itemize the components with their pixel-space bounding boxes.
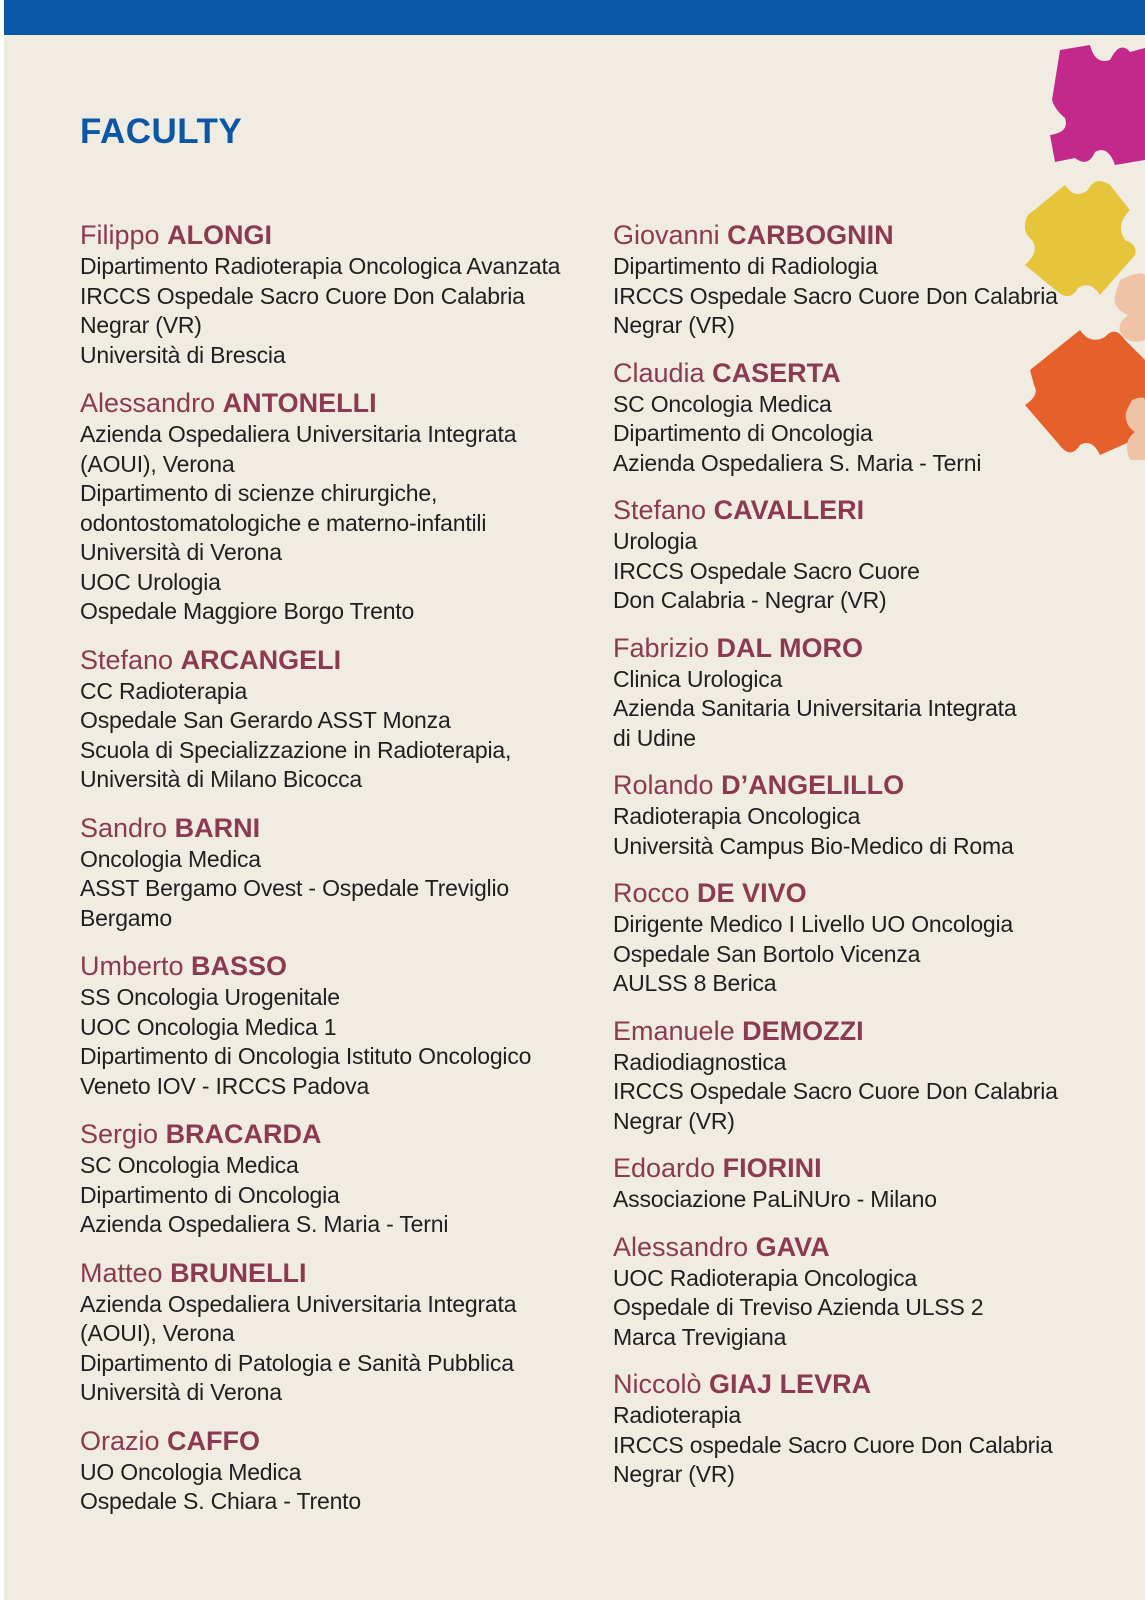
- first-name: Giovanni: [613, 220, 720, 250]
- first-name: Fabrizio: [613, 632, 710, 663]
- affiliation-line: Marca Trevigiana: [613, 1323, 787, 1350]
- last-name: CAFFO: [167, 1425, 261, 1456]
- faculty-entry: [80, 811, 580, 934]
- affiliation-line: AULSS 8 Berica: [613, 970, 777, 996]
- affiliation-line: Azienda Ospedaliera Universitaria Integrata: [80, 421, 517, 447]
- affiliation-line: Radioterapia: [613, 1402, 742, 1428]
- faculty-entry: [613, 218, 1083, 341]
- affiliation-line: Bergamo: [80, 904, 172, 931]
- last-name: FIORINI: [722, 1153, 822, 1183]
- faculty-entry: [613, 876, 1083, 999]
- faculty-name: [613, 356, 1083, 390]
- last-name: CARBOGNIN: [727, 220, 894, 250]
- first-name: Edoardo: [613, 1153, 716, 1183]
- first-name: Matteo: [80, 1257, 163, 1288]
- faculty-name: [80, 949, 580, 983]
- first-name: Claudia: [613, 357, 705, 388]
- first-name: Sergio: [80, 1119, 159, 1149]
- affiliation-line: Azienda Ospedaliera S. Maria - Terni: [80, 1211, 449, 1237]
- faculty-entry: [80, 949, 580, 1101]
- affiliation-line: Ospedale San Gerardo ASST Monza: [80, 707, 451, 733]
- affiliation-line: Radioterapia Oncologica: [613, 803, 861, 829]
- faculty-name: [80, 386, 580, 420]
- affiliation-line: SS Oncologia Urogenitale: [80, 984, 340, 1010]
- affiliation-line: SC Oncologia Medica: [613, 390, 832, 417]
- faculty-name: [80, 1424, 580, 1458]
- affiliation-line: Dipartimento di Radiologia: [613, 253, 878, 279]
- faculty-name: [80, 1256, 580, 1290]
- last-name: DEMOZZI: [742, 1015, 864, 1046]
- affiliation-line: Ospedale Maggiore Borgo Trento: [80, 598, 415, 624]
- affiliation-line: Don Calabria - Negrar (VR): [613, 587, 887, 613]
- affiliation-line: IRCCS Ospedale Sacro Cuore Don Calabria: [613, 282, 1058, 309]
- faculty-name: [613, 1151, 1083, 1185]
- affiliation-line: Negrar (VR): [613, 1107, 735, 1134]
- faculty-entry: [80, 386, 580, 627]
- faculty-entry: [613, 768, 1083, 861]
- affiliation-line: Dipartimento di scienze chirurgiche,: [80, 480, 438, 506]
- faculty-entry: [613, 1014, 1083, 1137]
- faculty-entry: [80, 1117, 580, 1240]
- last-name: ANTONELLI: [222, 388, 377, 418]
- affiliation-line: di Udine: [613, 724, 696, 751]
- affiliation-line: Dipartimento di Oncologia: [80, 1181, 340, 1208]
- first-name: Stefano: [80, 644, 174, 675]
- last-name: GAVA: [755, 1231, 830, 1262]
- affiliation-line: IRCCS ospedale Sacro Cuore Don Calabria: [613, 1431, 1053, 1458]
- hand-shape: [1115, 273, 1145, 341]
- affiliation-line: Università di Brescia: [80, 341, 286, 368]
- first-name: Alessandro: [613, 1231, 749, 1262]
- affiliation-line: Oncologia Medica: [80, 845, 261, 872]
- faculty-name: [613, 1014, 1083, 1048]
- affiliation-line: Dipartimento di Oncologia Istituto Oncologico: [80, 1043, 532, 1069]
- last-name: D’ANGELILLO: [721, 770, 905, 800]
- faculty-entry: [80, 1256, 580, 1408]
- last-name: BASSO: [191, 951, 288, 981]
- affiliation-line: Università di Milano Bicocca: [80, 766, 363, 792]
- affiliation-line: IRCCS Ospedale Sacro Cuore Don Calabria: [613, 1078, 1058, 1104]
- affiliation-line: IRCCS Ospedale Sacro Cuore Don Calabria: [80, 282, 525, 309]
- faculty-name: [613, 631, 1083, 665]
- affiliation-line: Dipartimento di Oncologia: [613, 420, 873, 446]
- first-name: Sandro: [80, 812, 168, 843]
- affiliation-line: Azienda Ospedaliera S. Maria - Terni: [613, 449, 982, 476]
- first-name: Rolando: [613, 770, 714, 800]
- page-title: FACULTY: [80, 112, 243, 151]
- faculty-name: [80, 1117, 580, 1151]
- affiliation-line: Ospedale S. Chiara - Trento: [80, 1488, 361, 1514]
- faculty-entry: [80, 1424, 580, 1517]
- last-name: GIAJ LEVRA: [709, 1369, 872, 1399]
- affiliation-line: (AOUI), Verona: [80, 1320, 235, 1346]
- affiliation-line: IRCCS Ospedale Sacro Cuore: [613, 557, 920, 584]
- affiliation-line: Azienda Sanitaria Universitaria Integrata: [613, 695, 1017, 721]
- first-name: Umberto: [80, 951, 184, 981]
- affiliation-line: Università di Verona: [80, 1379, 282, 1405]
- faculty-name: [613, 1367, 1083, 1401]
- affiliation-line: Dirigente Medico I Livello UO Oncologia: [613, 911, 1014, 937]
- faculty-name: [80, 811, 580, 845]
- affiliation-line: Dipartimento di Patologia e Sanità Pubblica: [80, 1349, 514, 1376]
- affiliation-line: Clinica Urologica: [613, 665, 783, 692]
- faculty-entry: [613, 1230, 1083, 1353]
- affiliation-line: Università Campus Bio-Medico di Roma: [613, 832, 1014, 859]
- affiliation-line: Radiodiagnostica: [613, 1048, 787, 1075]
- affiliation-line: UO Oncologia Medica: [80, 1458, 302, 1485]
- faculty-name: [613, 1230, 1083, 1264]
- faculty-entry: [613, 631, 1083, 754]
- last-name: ARCANGELI: [180, 644, 342, 675]
- faculty-entry: [613, 1367, 1083, 1490]
- affiliation-line: UOC Oncologia Medica 1: [80, 1013, 337, 1040]
- affiliation-line: SC Oncologia Medica: [80, 1152, 299, 1178]
- affiliation-line: Scuola di Specializzazione in Radioterapia,: [80, 736, 512, 763]
- affiliation-line: Negrar (VR): [80, 312, 202, 338]
- affiliation-line: (AOUI), Verona: [80, 450, 235, 477]
- last-name: BRUNELLI: [170, 1257, 307, 1288]
- first-name: Filippo: [80, 220, 160, 250]
- affiliation-line: UOC Radioterapia Oncologica: [613, 1264, 917, 1291]
- affiliation-line: Urologia: [613, 528, 698, 554]
- faculty-name: [80, 643, 580, 677]
- affiliation-line: UOC Urologia: [80, 568, 221, 595]
- last-name: BRACARDA: [165, 1119, 322, 1149]
- faculty-entry: [613, 356, 1083, 479]
- affiliation-line: Azienda Ospedaliera Universitaria Integrata: [80, 1290, 517, 1317]
- faculty-name: [613, 493, 1083, 527]
- affiliation-line: Veneto IOV - IRCCS Padova: [80, 1072, 370, 1099]
- affiliation-line: Ospedale di Treviso Azienda ULSS 2: [613, 1294, 984, 1320]
- first-name: Alessandro: [80, 388, 216, 418]
- page-edge: [0, 0, 4, 1600]
- affiliation-line: Dipartimento Radioterapia Oncologica Avanzata: [80, 253, 561, 279]
- last-name: BARNI: [174, 812, 261, 843]
- faculty-column-left: [80, 218, 580, 1517]
- affiliation-line: Negrar (VR): [613, 1461, 735, 1487]
- faculty-entry: [613, 493, 1083, 616]
- affiliation-line: Associazione PaLiNUro - Milano: [613, 1186, 937, 1212]
- first-name: Stefano: [613, 495, 707, 525]
- affiliation-line: odontostomatologiche e materno-infantili: [80, 509, 487, 536]
- affiliation-line: ASST Bergamo Ovest - Ospedale Treviglio: [80, 875, 509, 901]
- affiliation-line: CC Radioterapia: [80, 677, 248, 704]
- faculty-name: [613, 218, 1083, 252]
- last-name: CASERTA: [712, 357, 841, 388]
- faculty-entry: [613, 1151, 1083, 1215]
- affiliation-line: Università di Verona: [80, 539, 282, 565]
- first-name: Emanuele: [613, 1015, 735, 1046]
- top-banner: [0, 0, 1145, 35]
- affiliation-line: Negrar (VR): [613, 312, 735, 338]
- first-name: Niccolò: [613, 1369, 702, 1399]
- last-name: ALONGI: [167, 220, 273, 250]
- magenta-puzzle-piece: [1050, 45, 1145, 165]
- faculty-entry: [80, 643, 580, 795]
- faculty-name: [80, 218, 580, 252]
- faculty-column-right: [613, 218, 1083, 1490]
- affiliation-line: Ospedale San Bortolo Vicenza: [613, 940, 921, 967]
- last-name: CAVALLERI: [713, 495, 865, 525]
- faculty-entry: [80, 218, 580, 370]
- faculty-name: [613, 768, 1083, 802]
- last-name: DE VIVO: [697, 878, 807, 908]
- first-name: Rocco: [613, 878, 690, 908]
- faculty-name: [613, 876, 1083, 910]
- last-name: DAL MORO: [716, 632, 864, 663]
- first-name: Orazio: [80, 1425, 160, 1456]
